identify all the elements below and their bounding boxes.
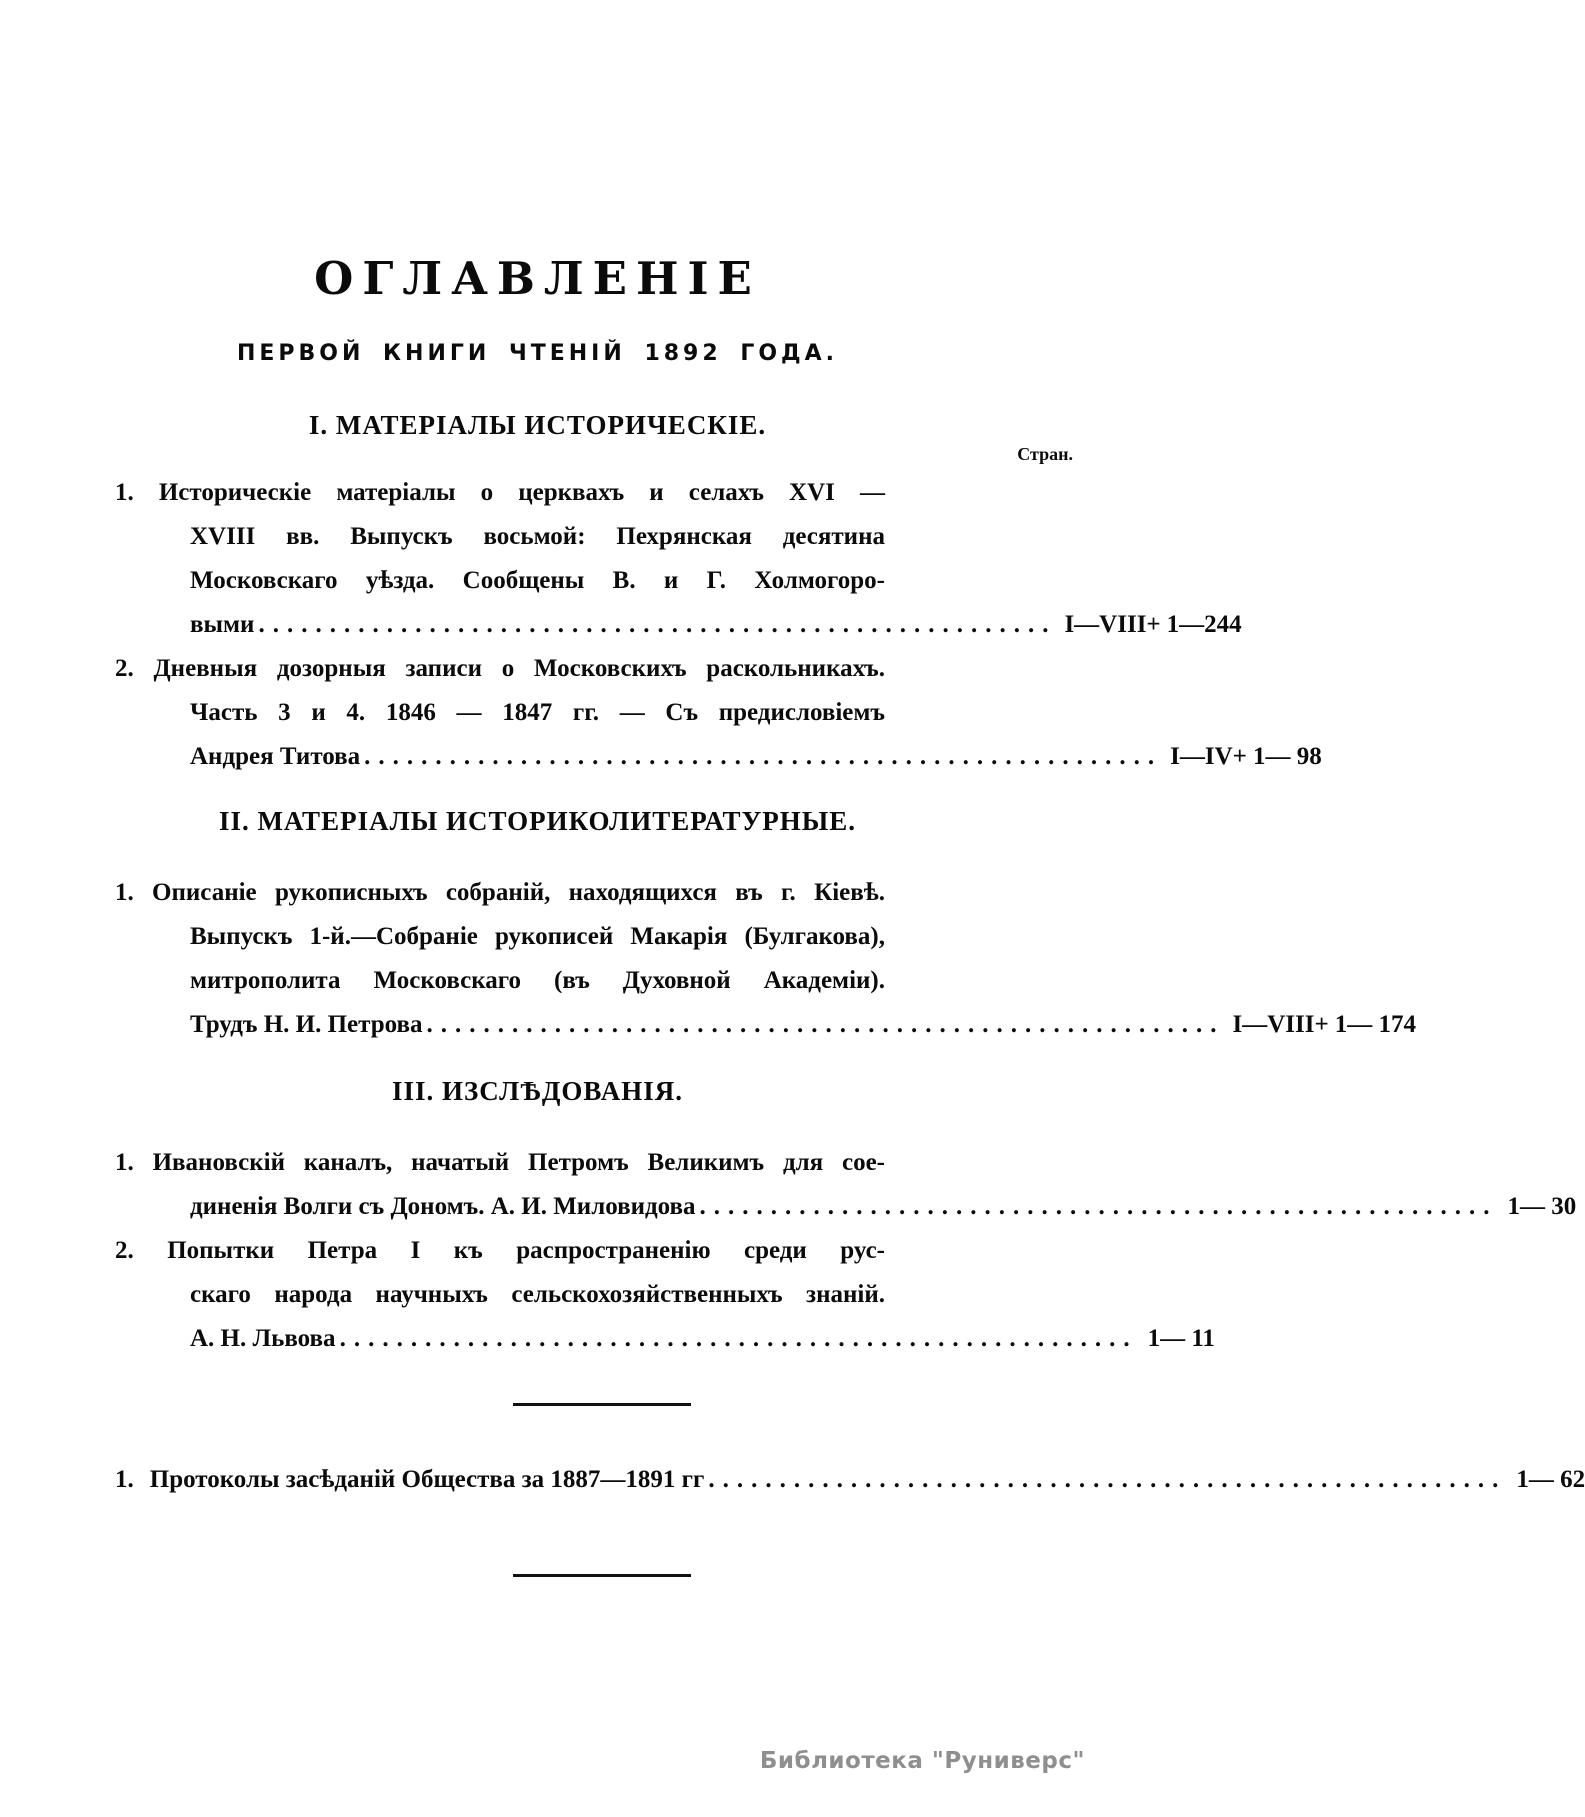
entry-line bbox=[115, 647, 885, 691]
entry-tail-line bbox=[115, 735, 1322, 779]
toc-entries bbox=[115, 471, 1585, 1577]
library-watermark: Библиотека "Руниверс" bbox=[759, 1748, 1085, 1774]
entry-tail-text: Протоколы засѣданій Общества за 1887—1891 гг bbox=[149, 1466, 705, 1493]
entry-tail-text: Андрея Титова bbox=[190, 743, 361, 770]
arabic-page-range: 1— 98 bbox=[1252, 743, 1322, 770]
entry-text: Описаніе рукописныхъ собраній, находящихся въ г. Кіевѣ. bbox=[152, 879, 885, 906]
arabic-page-range: 1— 62 bbox=[1516, 1466, 1585, 1493]
page-subtitle: ПЕРВОЙ КНИГИ ЧТЕНІЙ 1892 ГОДА. bbox=[236, 341, 839, 366]
dot-leader: ........................................................ bbox=[364, 743, 1163, 770]
page-title: ОГЛАВЛЕНІЕ bbox=[314, 252, 761, 305]
entry-text: Ивановскій каналъ, начатый Петромъ Великимъ для сое- bbox=[152, 1149, 886, 1176]
toc-entry bbox=[115, 871, 1416, 1047]
toc-entry bbox=[115, 1458, 1585, 1502]
entry-line: Московскаго уѣзда. Сообщены В. и Г. Холмогоро- bbox=[190, 567, 885, 594]
section-heading-1: I. МАТЕРІАЛЫ ИСТОРИЧЕСКІЕ. bbox=[308, 410, 767, 440]
entry-tail-text: А. Н. Львова bbox=[190, 1325, 336, 1352]
entry-number: 2. bbox=[115, 655, 134, 682]
entry-tail-line bbox=[115, 603, 1242, 647]
dot-leader: ........................................................ bbox=[699, 1193, 1498, 1220]
entry-line: Часть 3 и 4. 1846 — 1847 гг. — Съ предисловіемъ bbox=[190, 699, 885, 726]
entry-tail-text: выми bbox=[190, 611, 255, 638]
section-divider-rule bbox=[513, 1403, 691, 1406]
roman-page-range: I—VIII+ bbox=[1232, 1011, 1329, 1038]
arabic-page-range: 1— 30 bbox=[1507, 1193, 1577, 1220]
arabic-page-range: 1—244 bbox=[1166, 611, 1242, 638]
entry-line: скаго народа научныхъ сельскохозяйственныхъ знаній. bbox=[190, 1281, 885, 1308]
entry-tail-line bbox=[115, 1317, 1215, 1361]
entry-tail-text: Трудъ Н. И. Петрова bbox=[190, 1011, 423, 1038]
dot-leader: ........................................................ bbox=[708, 1466, 1507, 1493]
entry-line bbox=[115, 471, 885, 515]
entry-text: Дневныя дозорныя записи о Московскихъ раскольникахъ. bbox=[153, 655, 885, 682]
entry-tail-text: диненія Волги съ Дономъ. А. И. Миловидова bbox=[190, 1193, 696, 1220]
dot-leader: ........................................................ bbox=[426, 1011, 1225, 1038]
entry-number: 2. bbox=[115, 1237, 134, 1264]
toc-entry bbox=[115, 647, 1322, 779]
dot-leader: ........................................................ bbox=[258, 611, 1057, 638]
entry-text: Попытки Петра I къ распространенію среди рус- bbox=[167, 1237, 885, 1264]
entry-line bbox=[115, 1141, 885, 1185]
entry-line: XVIII вв. Выпускъ восьмой: Пехрянская десятина bbox=[190, 523, 885, 550]
entry-number: 1. bbox=[115, 1466, 134, 1493]
section-heading-3: III. ИЗСЛѢДОВАНІЯ. bbox=[392, 1076, 683, 1106]
toc-entry bbox=[115, 1229, 1215, 1361]
entry-number: 1. bbox=[115, 479, 134, 506]
entry-text: Историческіе матеріалы о церквахъ и селахъ XVI — bbox=[158, 479, 885, 506]
dot-leader: ........................................................ bbox=[339, 1325, 1138, 1352]
pages-column-label: Стран. bbox=[1017, 444, 1073, 464]
entry-line bbox=[115, 1229, 885, 1273]
toc-entry bbox=[115, 471, 1242, 647]
entry-tail-line bbox=[115, 1458, 1585, 1502]
entry-tail-line bbox=[115, 1003, 1416, 1047]
section-heading-2: II. МАТЕРІАЛЫ ИСТОРИКОЛИТЕРАТУРНЫЕ. bbox=[218, 806, 857, 836]
end-divider-rule bbox=[513, 1574, 691, 1577]
arabic-page-range: 1— 11 bbox=[1147, 1325, 1215, 1352]
arabic-page-range: 1— 174 bbox=[1334, 1011, 1416, 1038]
roman-page-range: I—VIII+ bbox=[1064, 611, 1161, 638]
toc-entry bbox=[115, 1141, 1577, 1229]
entry-line: митрополита Московскаго (въ Духовной Академіи). bbox=[190, 967, 885, 994]
entry-line: Выпускъ 1-й.—Собраніе рукописей Макарія (Булгакова), bbox=[190, 923, 885, 950]
entry-line bbox=[115, 871, 885, 915]
entry-number: 1. bbox=[115, 879, 134, 906]
entry-tail-line bbox=[115, 1185, 1577, 1229]
entry-number: 1. bbox=[115, 1149, 134, 1176]
roman-page-range: I—IV+ bbox=[1170, 743, 1247, 770]
